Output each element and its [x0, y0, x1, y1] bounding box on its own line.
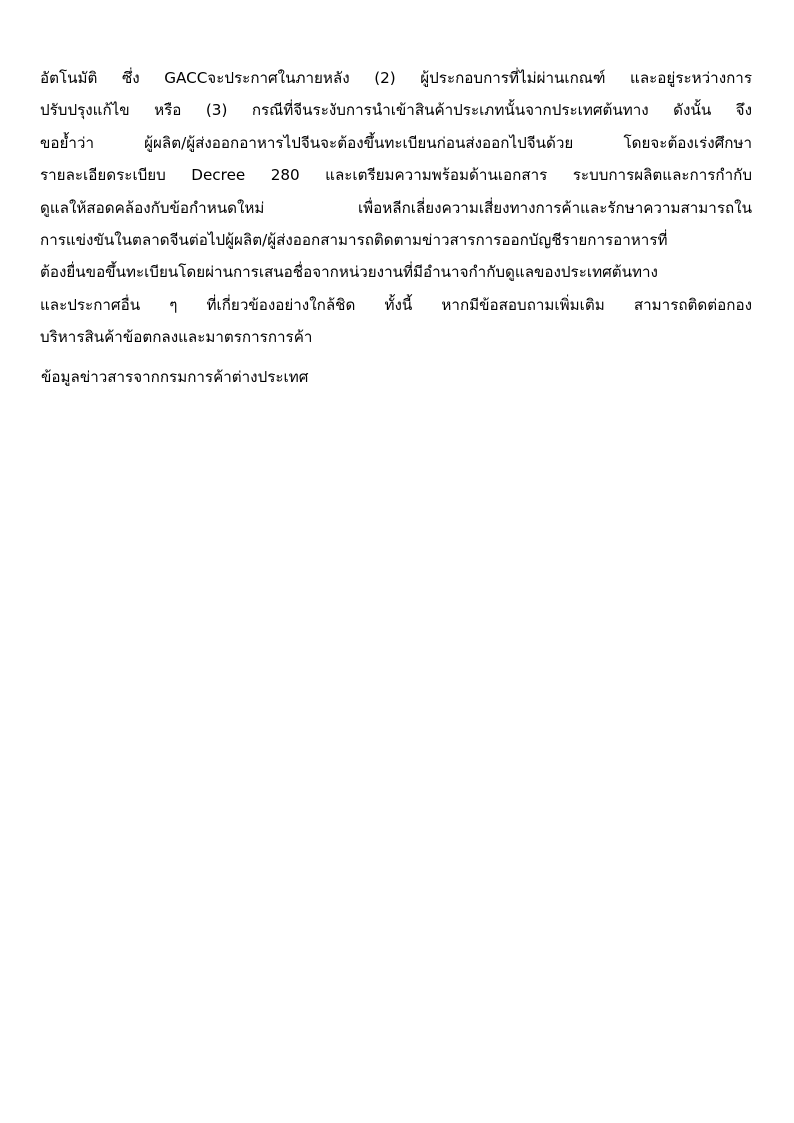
paragraph-line-9: บริหารสินค้าข้อตกลงและมาตรการการค้า	[40, 328, 313, 347]
paragraph-line-5: ดูแลให้สอดคล้องกับข้อกำหนดใหม่ เพื่อหลีกเลี่ยงความเสี่ยงทางการค้าและรักษาความสามารถใน	[40, 198, 752, 217]
paragraph-line-4: รายละเอียดระเบียบ Decree 280 และเตรียมความพร้อมด้านเอกสาร ระบบการผลิตและการกำกับ	[40, 166, 752, 185]
paragraph-line-1: อัตโนมัติ ซึ่ง GACCจะประกาศในภายหลัง (2) ผู้ประกอบการที่ไม่ผ่านเกณฑ์ และอยู่ระหว่างการ	[40, 69, 752, 87]
paragraph-line-7: ต้องยื่นขอขึ้นทะเบียนโดยผ่านการเสนอชื่อจากหน่วยงานที่มีอำนาจกำกับดูแลของประเทศต้นทาง	[40, 263, 658, 282]
paragraph-line-6: การแข่งขันในตลาดจีนต่อไปผู้ผลิต/ผู้ส่งออกสามารถติดตามข่าวสารการออกบัญชีรายการอาหารที่	[40, 230, 668, 249]
paragraph-line-2: ปรับปรุงแก้ไข หรือ (3) กรณีที่จีนระงับการนำเข้าสินค้าประเภทนั้นจากประเทศต้นทาง ดังนั้น จึง	[40, 101, 752, 120]
paragraph-line-3: ขอย้ำว่า ผู้ผลิต/ผู้ส่งออกอาหารไปจีนจะต้องขึ้นทะเบียนก่อนส่งออกไปจีนด้วย โดยจะต้องเร่งศึกษา	[40, 133, 752, 152]
source-note: ข้อมูลข่าวสารจากกรมการค้าต่างประเทศ	[41, 367, 309, 386]
body-paragraph	[40, 62, 752, 354]
paragraph-line-8: และประกาศอื่น ๆ ที่เกี่ยวข้องอย่างใกล้ชิด ทั้งนี้ หากมีข้อสอบถามเพิ่มเติม สามารถติดต่อกอง	[40, 295, 752, 314]
document-page	[40, 62, 752, 392]
